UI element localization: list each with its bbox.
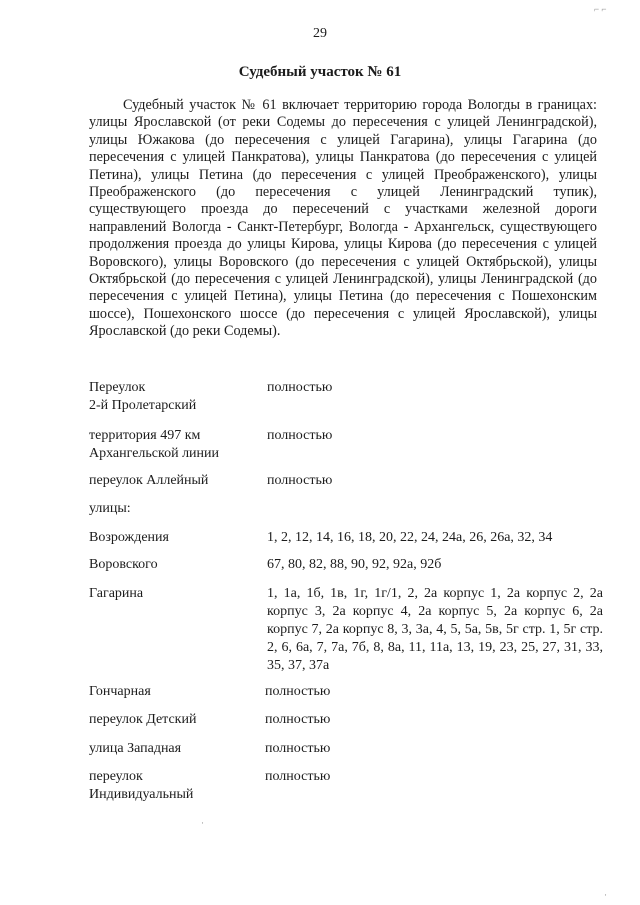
page-title: Судебный участок № 61: [238, 64, 402, 80]
house-numbers: полностью: [265, 769, 331, 784]
entry-name: Переулок 2-й Пролетарский: [89, 380, 197, 413]
street-name: улица Западная: [89, 741, 182, 756]
entry-name: территория 497 км Архангельской линии: [89, 428, 220, 461]
street-name: Воровского: [89, 557, 158, 572]
intro-paragraph: Судебный участок № 61 включает территорию города Вологды в границах: улицы Ярославской (от реки Содемы до пересечения с улицей Ленинградской), улицы Южакова (до пересечения с улицей Гагарина), улицы Гагарина (до пересечения с улицей Панкратова), улицы Панкратова (до пересечения с улицей Петина), улицы Петина (до пересечения с улицей Преображенского), улицы Преображенского (до пересечения с улицей Ленинградский тупик), существующего проезда до пересечений с участками железной дороги направлений Вологда - Санкт-Петербург, Вологда - Архангельск, существующего продолжения проезда до улицы Кирова, улицы Кирова (до пересечения с улицей Воровского), улицы Воровского (до пересечения с улицей Октябрьской), улицы Октябрьской (до пересечения с улицей Ленинградской), улицы Ленинградской (до пересечения с улицей Петина), улицы Петина (до пересечения с Пошехонским шоссе), Пошехонского шоссе (до пересечения с улицей Ярославской), улицы Ярославской (до реки Содемы).: [89, 97, 597, 340]
scan-mark: ⌐ ⌐: [594, 4, 607, 14]
scan-mark: ·: [604, 890, 607, 900]
entry-value: полностью: [267, 428, 333, 443]
street-name: переулок Детский: [89, 712, 197, 727]
house-numbers: 1, 1а, 1б, 1в, 1г, 1г/1, 2, 2а корпус 1, 2а корпус 2, 2а корпус 3, 2а корпус 4, 2а корпус 5, 2а корпус 6, 2а корпус 7, 2а корпус 8, 3, 3а, 4, 5, 5а, 5в, 5г стр. 1, 5г стр. 2, 6, 6а, 7, 7а, 7б, 8, 8а, 11, 11а, 13, 19, 23, 25, 27, 31, 33, 35, 37, 37а: [267, 586, 603, 673]
entry-name: переулок Аллейный: [89, 473, 209, 488]
entry-value: полностью: [267, 380, 333, 395]
street-name: Гагарина: [89, 586, 144, 601]
street-name: Гончарная: [89, 684, 151, 699]
house-numbers: полностью: [265, 712, 331, 727]
entry-value: полностью: [267, 473, 333, 488]
page-number: 29: [313, 26, 327, 41]
house-numbers: 67, 80, 82, 88, 90, 92, 92а, 92б: [267, 557, 442, 572]
house-numbers: полностью: [265, 741, 331, 756]
street-name: переулок Индивидуальный: [89, 769, 194, 802]
street-name: Возрождения: [89, 530, 169, 545]
scan-mark: ·: [201, 818, 204, 828]
house-numbers: 1, 2, 12, 14, 16, 18, 20, 22, 24, 24а, 26, 26а, 32, 34: [267, 530, 553, 545]
house-numbers: полностью: [265, 684, 331, 699]
streets-label: улицы:: [89, 501, 131, 516]
